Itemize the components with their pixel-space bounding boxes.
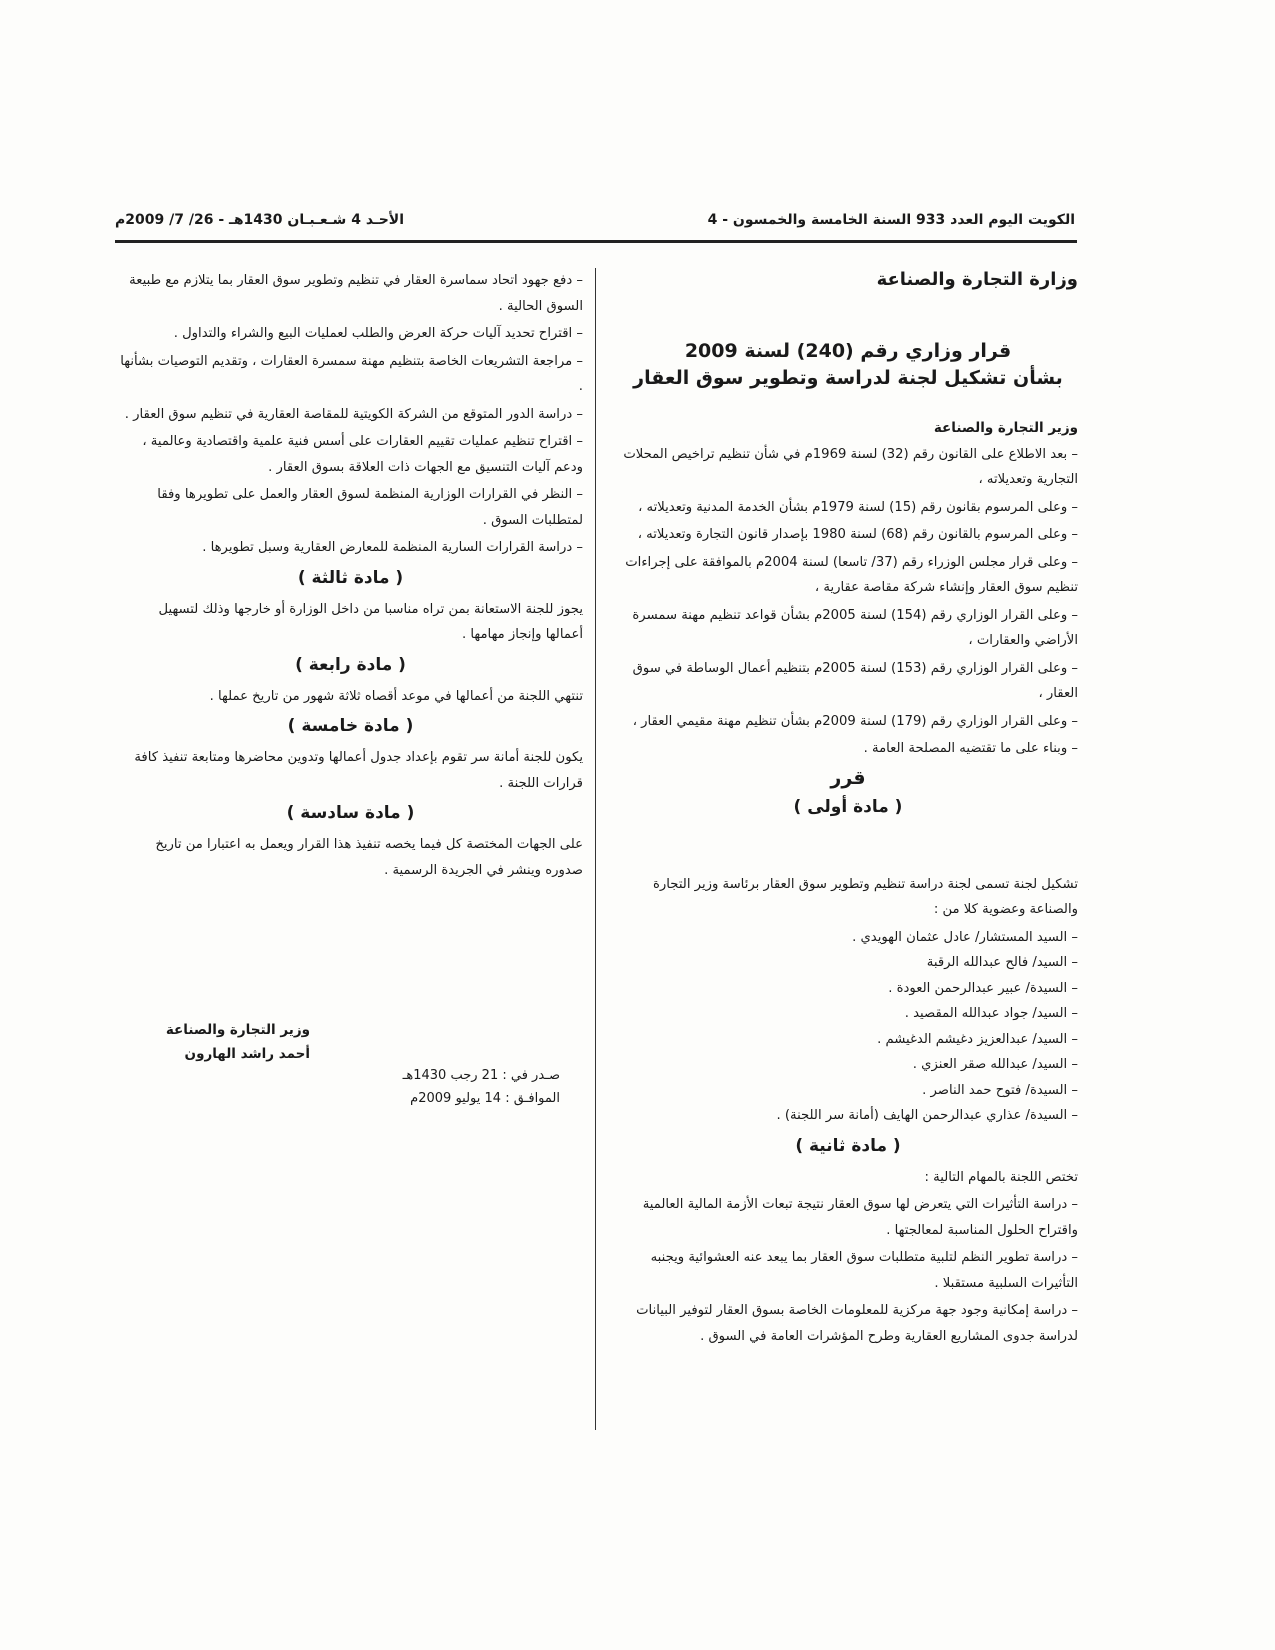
preamble-item: – وعلى المرسوم بالقانون رقم (68) لسنة 1980 بإصدار قانون التجارة وتعديلاته ،	[637, 527, 1078, 542]
decision-title	[618, 338, 1078, 392]
page-header	[115, 212, 1075, 242]
article-2-heading: ( مادة ثانية )	[795, 1135, 901, 1156]
preamble	[618, 442, 1078, 762]
task-item: – دراسة القرارات السارية المنظمة للمعارض العقارية وسبل تطويرها .	[202, 540, 583, 555]
preamble-item: – بعد الاطلاع على القانون رقم (32) لسنة 1969م في شأن تنظيم تراخيص المحلات التجارية وتعديلاته ،	[623, 446, 1078, 487]
article-1-text: تشكيل لجنة تسمى لجنة دراسة تنظيم وتطوير سوق العقار برئاسة وزير التجارة والصناعة وعضوية كلا من :	[653, 876, 1078, 917]
preamble-item: – وعلى قرار مجلس الوزراء رقم (37/ تاسعا) لسنة 2004م بالموافقة على إجراءات تنظيم سوق العقار وإنشاء شركة مقاصة عقارية ،	[625, 554, 1078, 595]
preamble-item: – وعلى القرار الوزاري رقم (154) لسنة 2005م بشأن قواعد تنظيم مهنة سمسرة الأراضي والعقارات ،	[632, 607, 1078, 648]
article-6-heading: ( مادة سادسة )	[286, 803, 415, 823]
signature-block	[90, 1018, 310, 1066]
header-issue-info: الكويت اليوم العدد 933 السنة الخامسة والخمسون - 4	[707, 212, 1075, 228]
header-date: الأحـد 4 شـعـبـان 1430هـ - 26/ 7/ 2009م	[115, 212, 405, 228]
task-item: – مراجعة التشريعات الخاصة بتنظيم مهنة سمسرة العقارات ، وتقديم التوصيات بشأنها .	[120, 353, 583, 394]
member-item: – السيد/ جواد عبدالله المقصيد .	[904, 1006, 1078, 1021]
task-item: – اقتراح تنظيم عمليات تقييم العقارات على أسس فنية علمية واقتصادية وعالمية ، ودعم آليات التنسيق مع الجهات ذات العلاقة بسوق العقار .	[142, 434, 583, 475]
article-3-text: يجوز للجنة الاستعانة بمن تراه مناسبا من داخل الوزارة أو خارجها وذلك لتسهيل أعمالها وإنجاز مهامها .	[158, 601, 583, 642]
ministry-heading: وزارة التجارة والصناعة	[876, 269, 1078, 290]
article-1-heading: ( مادة أولى )	[793, 796, 903, 817]
article-6-text: على الجهات المختصة كل فيما يخصه تنفيذ هذا القرار ويعمل به اعتبارا من تاريخ صدوره وينشر في الجريدة الرسمية .	[155, 837, 583, 878]
member-item: – السيد/ عبدالله صقر العنزي .	[912, 1057, 1078, 1072]
article-5-heading: ( مادة خامسة )	[287, 716, 414, 736]
minister-line: وزير التجارة والصناعة	[933, 420, 1078, 436]
article-4-text: تنتهي اللجنة من أعمالها في موعد أقصاه ثلاثة شهور من تاريخ عملها .	[209, 688, 583, 704]
decided-heading: قرر	[830, 766, 866, 789]
issued-hijri: صـدر في : 21 رجب 1430هـ	[402, 1068, 560, 1083]
left-column	[118, 268, 583, 885]
column-divider	[595, 268, 596, 1430]
decision-title-line1: قرار وزاري رقم (240) لسنة 2009	[684, 340, 1012, 362]
member-item: – السيد/ فالح عبدالله الرقبة	[926, 955, 1078, 970]
member-item: – السيد/ عبدالعزيز دغيشم الدغيشم .	[877, 1031, 1078, 1047]
decision-title-line2: بشأن تشكيل لجنة لدراسة وتطوير سوق العقار	[633, 367, 1063, 389]
article-4-heading: ( مادة رابعة )	[295, 654, 406, 675]
preamble-item: – وعلى القرار الوزاري رقم (179) لسنة 2009م بشأن تنظيم مهنة مقيمي العقار ،	[632, 713, 1078, 729]
member-item: – السيدة/ عبير عبدالرحمن العودة .	[888, 980, 1078, 996]
signatory-title: وزير التجارة والصناعة	[165, 1022, 310, 1038]
task-item: – دراسة إمكانية وجود جهة مركزية للمعلومات الخاصة بسوق العقار لتوفير البيانات لدراسة جدوى المشاريع العقارية وطرح المؤشرات العامة في السوق .	[636, 1303, 1078, 1344]
article-2-intro: تختص اللجنة بالمهام التالية :	[924, 1169, 1078, 1185]
preamble-item: – وبناء على ما تقتضيه المصلحة العامة .	[863, 741, 1078, 756]
task-item: – دراسة الدور المتوقع من الشركة الكويتية للمقاصة العقارية في تنظيم سوق العقار .	[124, 406, 583, 422]
signatory-name: أحمد راشد الهارون	[184, 1046, 310, 1062]
issued-gregorian: الموافـق : 14 يوليو 2009م	[410, 1091, 560, 1106]
right-column	[618, 266, 1078, 1351]
preamble-item: – وعلى المرسوم بقانون رقم (15) لسنة 1979م بشأن الخدمة المدنية وتعديلاته ،	[638, 499, 1078, 515]
member-item: – السيد المستشار/ عادل عثمان الهويدي .	[852, 929, 1078, 945]
task-item: – النظر في القرارات الوزارية المنظمة لسوق العقار والعمل على تطويرها وفقا لمتطلبات السوق .	[157, 487, 583, 528]
article-3-heading: ( مادة ثالثة )	[297, 567, 404, 588]
header-rule	[115, 240, 1077, 243]
preamble-item: – وعلى القرار الوزاري رقم (153) لسنة 2005م بتنظيم أعمال الوساطة في سوق العقار ،	[632, 660, 1078, 701]
member-item: – السيدة/ عذاري عبدالرحمن الهايف (أمانة سر اللجنة) .	[776, 1108, 1078, 1123]
spacer	[618, 826, 1078, 872]
issue-date-block	[360, 1064, 560, 1110]
task-item: – اقتراح تحديد آليات حركة العرض والطلب لعمليات البيع والشراء والتداول .	[173, 326, 583, 341]
task-item: – دراسة تطوير النظم لتلبية متطلبات سوق العقار بما يبعد عنه العشوائية ويجنبه التأثيرات السلبية مستقبلا .	[650, 1250, 1078, 1291]
task-item: – دراسة التأثيرات التي يتعرض لها سوق العقار نتيجة تبعات الأزمة المالية العالمية واقتراح الحلول المناسبة لمعالجتها .	[642, 1197, 1078, 1238]
task-item: – دفع جهود اتحاد سماسرة العقار في تنظيم وتطوير سوق العقار بما يتلازم مع طبيعة السوق الحالية .	[129, 273, 583, 314]
article-5-text: يكون للجنة أمانة سر تقوم بإعداد جدول أعمالها وتدوين محاضرها ومتابعة تنفيذ كافة قرارات اللجنة .	[134, 750, 583, 791]
committee-members	[618, 925, 1078, 1129]
member-item: – السيدة/ فتوح حمد الناصر .	[922, 1082, 1078, 1098]
